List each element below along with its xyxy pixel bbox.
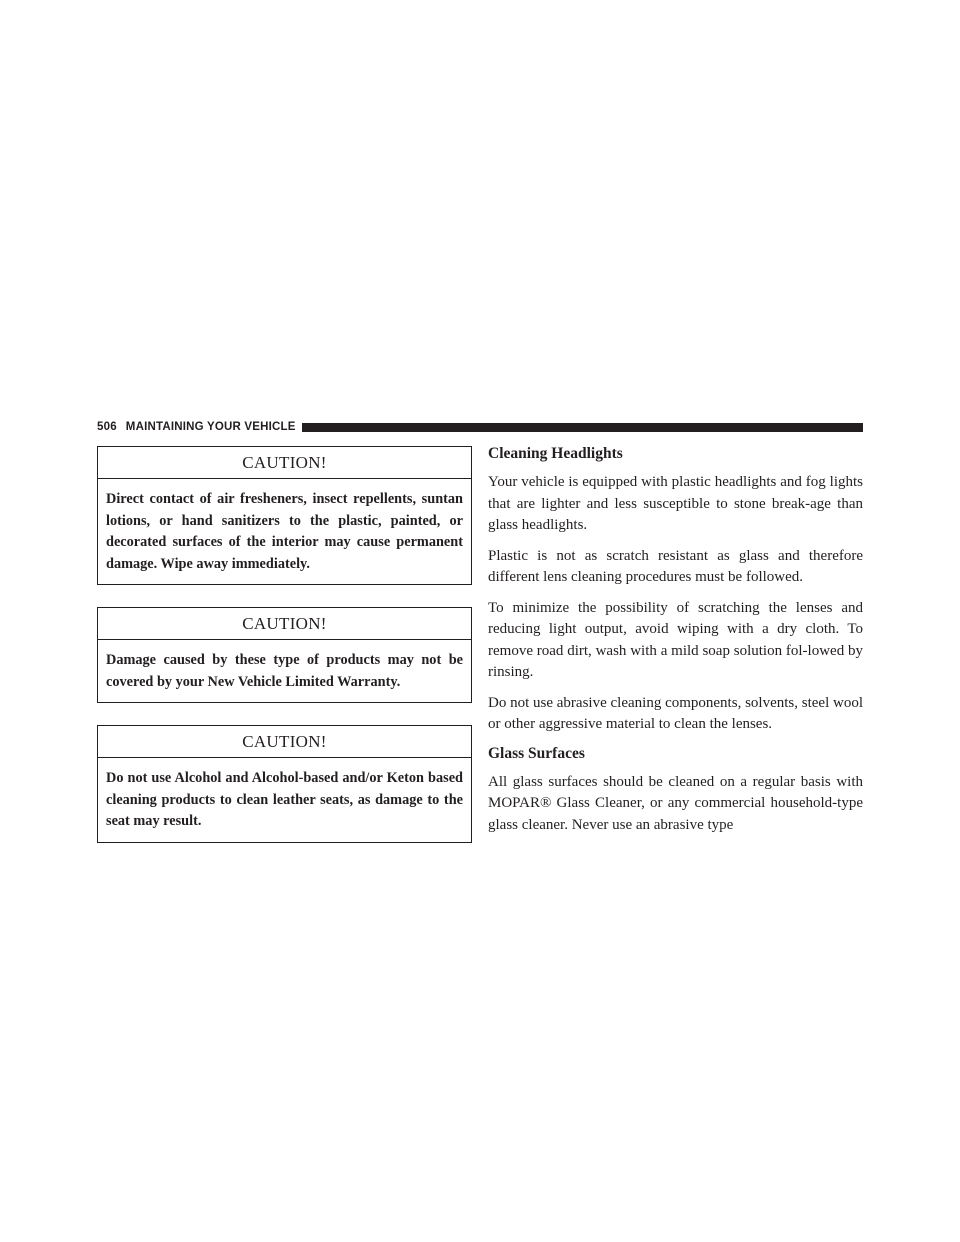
- caution-box-1: [97, 446, 472, 585]
- caution-text: Direct contact of air fresheners, insect repellents, suntan lotions, or hand sanitizers to the plastic, painted, or decorated surfaces of the interior may cause permanent damage. Wipe away immediately.: [106, 491, 463, 572]
- caution-title: CAUTION!: [98, 608, 471, 640]
- paragraph: Your vehicle is equipped with plastic headlights and fog lights that are lighter and less susceptible to stone break-age than glass headlights.: [488, 474, 863, 533]
- paragraph: To minimize the possibility of scratching the lenses and reducing light output, avoid wiping with a dry cloth. To remove road dirt, wash with a mild soap solution fol-lowed by rinsing.: [488, 599, 863, 680]
- paragraph: All glass surfaces should be cleaned on a regular basis with MOPAR® Glass Cleaner, or any commercial household-type glass cleaner. Never use an abrasive type: [488, 773, 863, 833]
- left-column: [97, 446, 472, 865]
- paragraph: Do not use abrasive cleaning components, solvents, steel wool or other aggressive material to clean the lenses.: [488, 694, 863, 732]
- right-column: [488, 441, 863, 845]
- page-number: 506: [97, 421, 117, 433]
- caution-box-2: [97, 607, 472, 703]
- caution-text: Damage caused by these type of products may not be covered by your New Vehicle Limited Warranty.: [106, 652, 463, 690]
- caution-title: CAUTION!: [98, 726, 471, 758]
- section-title: MAINTAINING YOUR VEHICLE: [125, 421, 296, 433]
- caution-text: Do not use Alcohol and Alcohol-based and/or Keton based cleaning products to clean leather seats, as damage to the seat may result.: [106, 770, 463, 829]
- header-rule: [302, 423, 863, 432]
- heading-glass-surfaces: Glass Surfaces: [488, 744, 585, 762]
- page-header: [97, 419, 863, 435]
- heading-cleaning-headlights: Cleaning Headlights: [488, 445, 623, 462]
- caution-box-3: [97, 725, 472, 843]
- caution-title: CAUTION!: [98, 447, 471, 479]
- paragraph: Plastic is not as scratch resistant as glass and therefore different lens cleaning procedures must be followed.: [488, 547, 863, 585]
